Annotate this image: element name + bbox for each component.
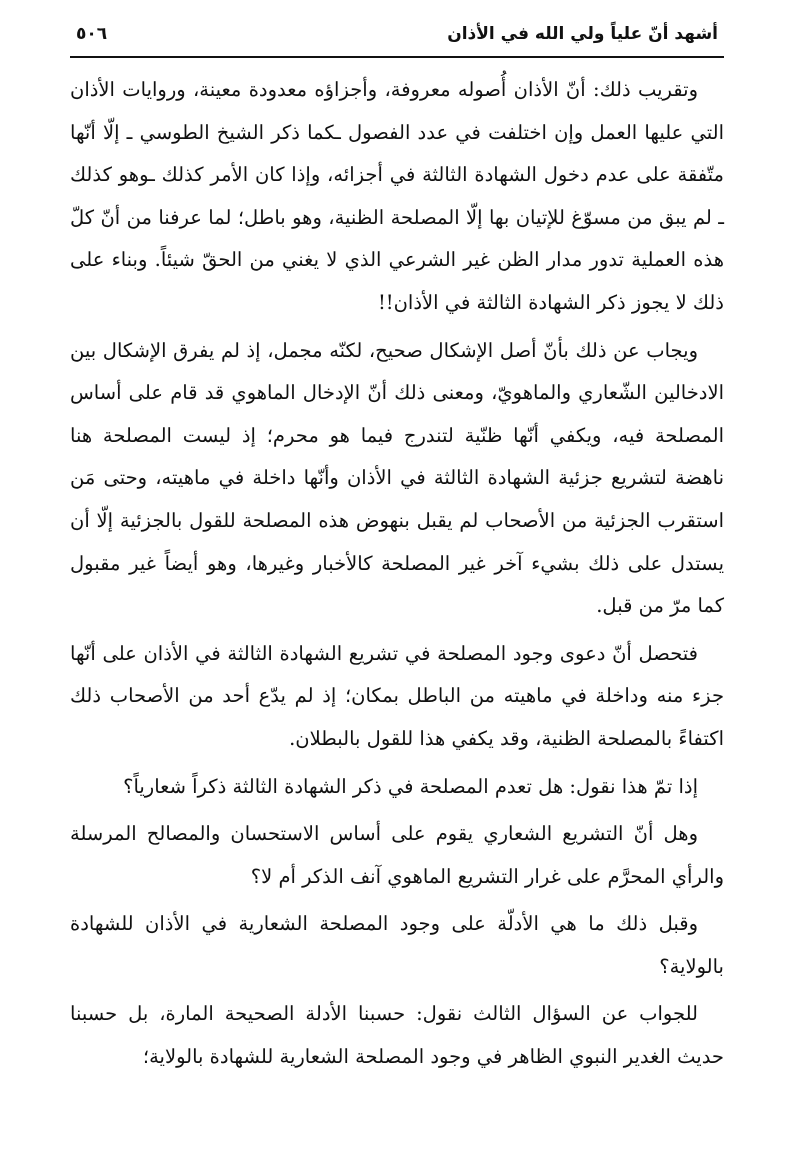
running-title: أشهد أنّ علياً ولي الله في الأذان	[447, 24, 718, 44]
paragraph-2: ويجاب عن ذلك بأنّ أصل الإشكال صحيح، لكنّه مجمل، إذ لم يفرق الإشكال بين الادخالين الشّعاري والماهويّ، ومعنى ذلك أنّ الإدخال الماهوي قد قام على أساس المصلحة فيه، ويكفي أنّها ظنّية لتندرج فيما هو محرم؛ إذ ليست المصلحة هنا ناهضة لتشريع جزئية الشهادة الثالثة في الأذان وأنّها داخلة في ماهيته، وحتى مَن استقرب الجزئية من الأصحاب لم يقبل بنهوض هذه المصلحة للقول بالجزئية إلّا أن يستدل على ذلك بشيء آخر غير المصلحة كالأخبار وغيرها، وهو أيضاً غير مقبول كما مرّ من قبل.	[70, 338, 724, 618]
page-header	[70, 14, 724, 58]
paragraph-5: وهل أنّ التشريع الشعاري يقوم على أساس الاستحسان والمصالح المرسلة والرأي المحرَّم على غرار التشريع الماهوي آنف الذكر أم لا؟	[70, 822, 724, 888]
paragraph-7: للجواب عن السؤال الثالث نقول: حسبنا الأدلة الصحيحة المارة، بل حسبنا حديث الغدير النبوي الظاهر في وجود المصلحة الشعارية للشهادة بالولاية؛	[70, 1002, 724, 1069]
paragraph-1: وتقريب ذلك: أنّ الأذان أُصوله معروفة، وأجزاؤه معدودة معينة، وروايات الأذان التي عليها العمل وإن اختلفت في عدد الفصول ـكما ذكر الشيخ الطوسي ـ إلّا أنّها متّفقة على عدم دخول الشهادة الثالثة في أجزائه، وإذا كان الأمر كذلك ـوهو كذلك ـ لم يبق من مسوّغ للإتيان بها إلّا المصلحة الظنية، وهو باطل؛ لما عرفنا من أنّ كلّ هذه العملية تدور مدار الظن غير الشرعي الذي لا يغني من الحقّ شيئاً. وبناء على ذلك لا يجوز ذكر الشهادة الثالثة في الأذان!!	[70, 78, 724, 314]
body-text	[70, 69, 724, 1079]
page-number: ٥٠٦	[76, 24, 108, 44]
paragraph-6: وقبل ذلك ما هي الأدلّة على وجود المصلحة الشعارية في الأذان للشهادة بالولاية؟	[70, 912, 724, 978]
paragraph-4: إذا تمّ هذا نقول: هل تعدم المصلحة في ذكر الشهادة الثالثة ذكراً شعارياً؟	[123, 774, 698, 798]
paragraph-3: فتحصل أنّ دعوى وجود المصلحة في تشريع الشهادة الثالثة في الأذان على أنّها جزء منه وداخلة في ماهيته من الباطل بمكان؛ إذ لم يدّع أحد من الأصحاب ذلك اكتفاءً بالمصلحة الظنية، وقد يكفي هذا للقول بالبطلان.	[70, 641, 724, 750]
